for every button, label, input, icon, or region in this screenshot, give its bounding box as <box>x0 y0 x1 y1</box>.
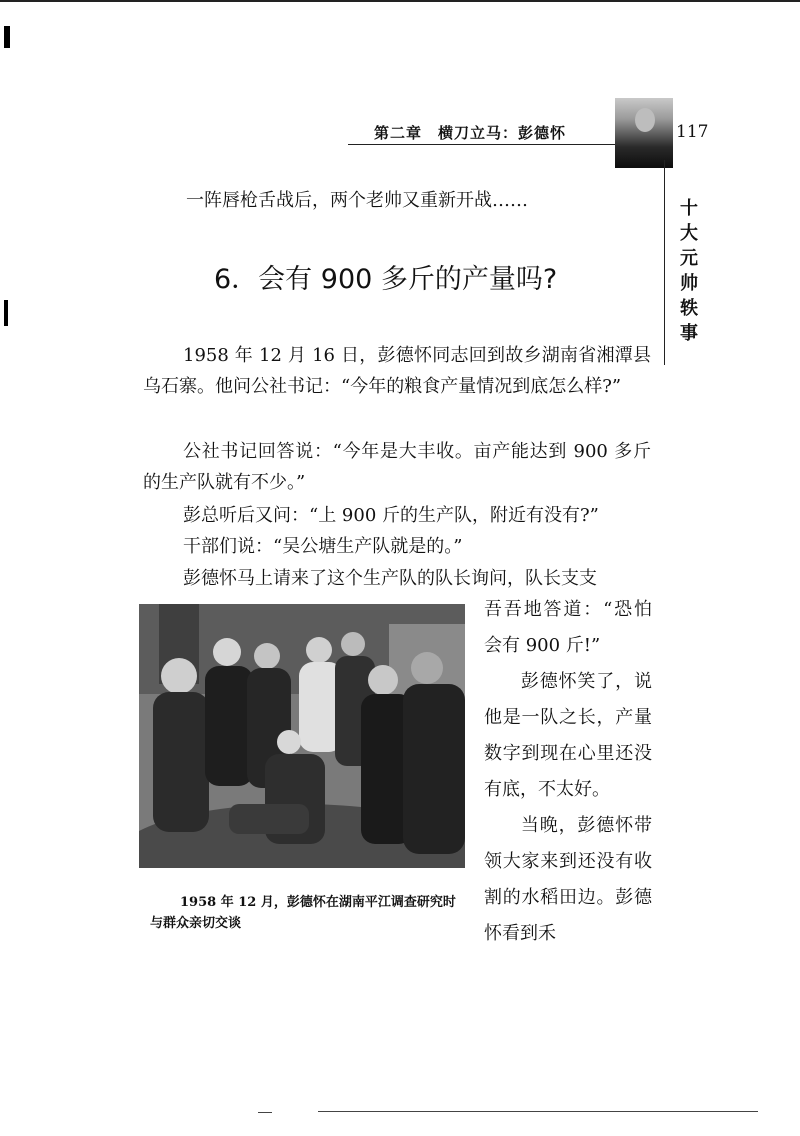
side-tab-rule <box>664 160 665 365</box>
photo-illustration <box>139 604 465 868</box>
photo-caption: 1958 年 12 月，彭德怀在湖南平江调查研究时与群众亲切交谈 <box>150 895 456 931</box>
body-paragraph: 彭总听后又问：“上 900 斤的生产队，附近有没有?” <box>183 505 599 526</box>
side-tab-char: 十 <box>680 198 698 219</box>
column-paragraph: 彭德怀笑了，说他是一队之长，产量数字到现在心里还没有底，不太好。 <box>484 671 652 800</box>
side-tab-char: 轶 <box>680 298 698 319</box>
section-title: 6．会有 900 多斤的产量吗? <box>214 264 558 295</box>
running-header-title <box>374 122 566 143</box>
side-column-text <box>484 592 652 952</box>
column-line: 吾吾地答道：“恐怕会有 900 斤!” <box>484 599 652 656</box>
side-tab-char: 元 <box>680 248 698 269</box>
page-number: 117 <box>676 122 709 142</box>
lead-text: 一阵唇枪舌战后，两个老帅又重新开战…… <box>186 190 528 211</box>
header-portrait-image <box>615 98 673 168</box>
column-paragraph: 当晚，彭德怀带领大家来到还没有收割的水稻田边。彭德怀看到禾 <box>484 815 652 944</box>
side-tab <box>676 196 702 346</box>
scan-mark <box>4 300 8 326</box>
body-paragraph: 彭德怀马上请来了这个生产队的队长询问，队长支支 <box>183 568 597 589</box>
scan-mark <box>4 26 10 48</box>
portrait-face <box>635 108 655 132</box>
scan-bottom-rule <box>258 1112 272 1113</box>
body-paragraph: 干部们说：“吴公塘生产队就是的。” <box>183 536 463 557</box>
scan-top-border <box>0 0 800 2</box>
scan-bottom-rule <box>318 1111 758 1112</box>
body-paragraph: 1958 年 12 月 16 日，彭德怀同志回到故乡湖南省湘潭县乌石寨。他问公社书记：“今年的粮食产量情况到底怎么样?” <box>143 345 651 397</box>
side-tab-char: 大 <box>680 223 698 244</box>
body-paragraph: 公社书记回答说：“今年是大丰收。亩产能达到 900 多斤的生产队就有不少。” <box>143 441 651 493</box>
side-tab-char: 帅 <box>680 273 698 294</box>
header-rule <box>348 144 648 145</box>
chapter-title: 横刀立马：彭德怀 <box>438 124 567 142</box>
side-tab-char: 事 <box>680 323 698 344</box>
chapter-label: 第二章 <box>374 124 423 142</box>
historical-photo <box>139 604 465 868</box>
